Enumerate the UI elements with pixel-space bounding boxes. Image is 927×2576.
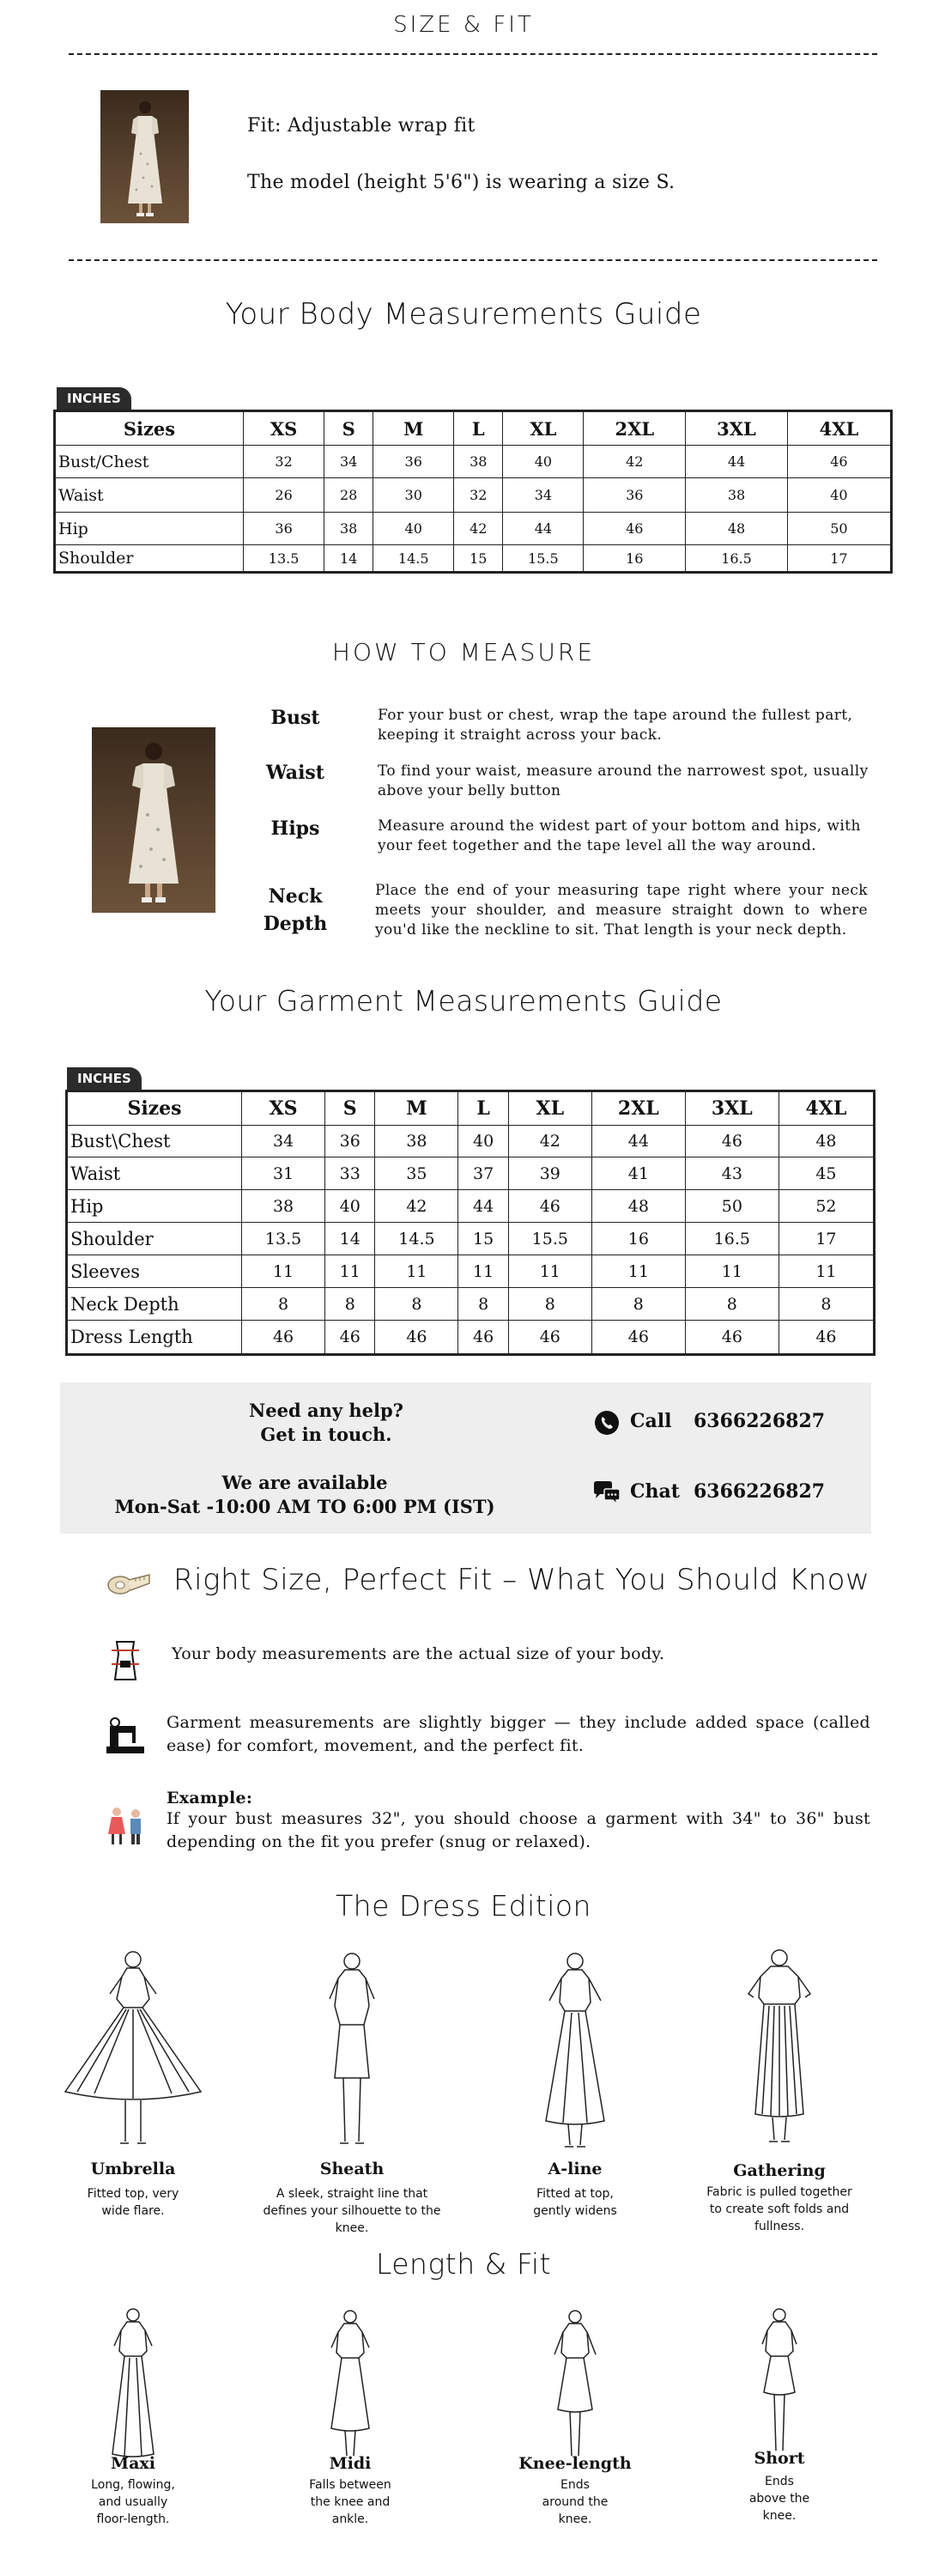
table-cell: 46	[779, 1321, 874, 1355]
table-cell: 11	[508, 1255, 591, 1288]
table-cell: 14	[325, 1223, 375, 1255]
table-row-label: Dress Length	[67, 1321, 242, 1355]
available-text: We are available	[221, 1472, 388, 1493]
table-cell: 36	[244, 513, 324, 545]
table-cell: 8	[375, 1288, 458, 1321]
measure-label-neck-depth: Neck Depth	[263, 885, 328, 935]
table-row	[55, 446, 892, 478]
table-cell: 34	[242, 1126, 325, 1157]
length-desc-knee-length: Ends around the knee.	[542, 2478, 609, 2526]
table-cell: 48	[686, 513, 788, 545]
table-cell: 11	[375, 1255, 458, 1288]
table-cell: 48	[591, 1190, 685, 1223]
table-cell: 15	[458, 1223, 508, 1255]
table-cell: 8	[458, 1288, 508, 1321]
table-cell: 46	[685, 1126, 779, 1157]
size-fit-title: SIZE & FIT	[393, 12, 534, 38]
table-cell: 41	[591, 1157, 685, 1190]
tip-body-measurements: Your body measurements are the actual size of your body.	[172, 1644, 665, 1663]
call-contact[interactable]	[594, 1408, 851, 1439]
table-cell: 36	[584, 478, 686, 513]
table-cell: 36	[325, 1126, 375, 1157]
model-photo-1	[100, 90, 189, 223]
length-name-short: Short	[754, 2449, 805, 2468]
table-header-cell: XS	[244, 411, 324, 446]
dress-style-desc-sheath: A sleek, straight line that defines your silhouette to the knee.	[263, 2187, 441, 2235]
table-cell: 13.5	[242, 1223, 325, 1255]
measure-text-hips: Measure around the widest part of your bottom and hips, with your feet together and the tape level all the way around.	[378, 817, 861, 854]
table-cell: 17	[779, 1223, 874, 1255]
length-desc-midi: Falls between the knee and ankle.	[309, 2478, 391, 2526]
dress-style-desc-gathering: Fabric is pulled together to create soft folds and fullness.	[706, 2185, 852, 2233]
length-desc-short: Ends above the knee.	[748, 2475, 810, 2523]
table-cell: 46	[375, 1321, 458, 1355]
short-dress-illustration	[736, 2306, 822, 2461]
table-cell: 16.5	[686, 545, 788, 573]
table-header-cell: 3XL	[685, 1091, 779, 1126]
table-header-cell: 2XL	[591, 1091, 685, 1126]
hours-text: Mon-Sat -10:00 AM TO 6:00 PM (IST)	[114, 1496, 495, 1517]
dress-style-desc-umbrella: Fitted top, very wide flare.	[87, 2187, 179, 2218]
chat-number[interactable]: 6366226827	[694, 1480, 826, 1503]
example-text: If your bust measures 32", you should choose a garment with 34" to 36" bust depending on the fit you prefer (snug or relaxed).	[167, 1809, 870, 1851]
dress-style-name-a-line: A-line	[548, 2160, 603, 2178]
table-header-cell: S	[325, 1091, 375, 1126]
table-cell: 50	[787, 513, 891, 545]
table-row	[67, 1126, 875, 1157]
sheath-dress-illustration	[300, 1949, 403, 2155]
table-cell: 16	[584, 545, 686, 573]
table-cell: 14.5	[373, 545, 454, 573]
table-cell: 8	[242, 1288, 325, 1321]
table-cell: 52	[779, 1190, 874, 1223]
table-cell: 34	[324, 446, 373, 478]
table-cell: 16	[591, 1223, 685, 1255]
table-cell: 15.5	[508, 1223, 591, 1255]
table-cell: 37	[458, 1157, 508, 1190]
table-cell: 39	[508, 1157, 591, 1190]
table-cell: 40	[373, 513, 454, 545]
gathering-dress-illustration	[728, 1946, 831, 2152]
maxi-dress-illustration	[90, 2306, 176, 2461]
table-cell: 14.5	[375, 1223, 458, 1255]
table-header-cell: L	[458, 1091, 508, 1126]
table-cell: 44	[458, 1190, 508, 1223]
table-cell: 11	[325, 1255, 375, 1288]
right-size-title: Right Size, Perfect Fit – What You Should Know	[173, 1563, 870, 1597]
length-fit-title: Length & Fit	[375, 2247, 552, 2281]
table-cell: 32	[454, 478, 503, 513]
tip-garment-measurements: Garment measurements are slightly bigger — they include added space (called ease) for comfort, movement, and the perfect fit.	[167, 1713, 870, 1755]
table-header-cell: 3XL	[686, 411, 788, 446]
table-cell: 45	[779, 1157, 874, 1190]
table-row	[55, 513, 892, 545]
table-cell: 46	[591, 1321, 685, 1355]
table-cell: 36	[373, 446, 454, 478]
table-row-label: Hip	[67, 1190, 242, 1223]
table-cell: 38	[324, 513, 373, 545]
body-measurements-table	[53, 410, 893, 574]
table-row-label: Waist	[67, 1157, 242, 1190]
knee-length-dress-illustration	[532, 2308, 618, 2463]
table-row-label: Sleeves	[67, 1255, 242, 1288]
table-cell: 38	[454, 446, 503, 478]
model-size-text: The model (height 5'6") is wearing a size S.	[247, 172, 676, 193]
dress-style-name-sheath: Sheath	[319, 2160, 385, 2178]
help-box	[60, 1382, 871, 1534]
measure-text-bust: For your bust or chest, wrap the tape around the fullest part, keeping it straight across your back.	[378, 707, 853, 744]
table-header-cell: Sizes	[55, 411, 244, 446]
table-cell: 34	[503, 478, 584, 513]
table-cell: 42	[454, 513, 503, 545]
model-photo-2	[92, 727, 215, 913]
table-header-cell: XS	[242, 1091, 325, 1126]
table-cell: 46	[458, 1321, 508, 1355]
table-row-label: Waist	[55, 478, 244, 513]
table-cell: 48	[779, 1126, 874, 1157]
a-line-dress-illustration	[524, 1949, 627, 2155]
table-row	[55, 478, 892, 513]
garment-unit-badge: INCHES	[67, 1067, 142, 1090]
table-cell: 11	[591, 1255, 685, 1288]
table-row-label: Bust/Chest	[55, 446, 244, 478]
table-cell: 15.5	[503, 545, 584, 573]
get-in-touch-text: Get in touch.	[260, 1424, 392, 1445]
fit-text: Fit: Adjustable wrap fit	[247, 115, 476, 137]
table-cell: 43	[685, 1157, 779, 1190]
table-cell: 26	[244, 478, 324, 513]
table-cell: 40	[458, 1126, 508, 1157]
dress-edition-title: The Dress Edition	[336, 1889, 591, 1923]
body-unit-badge: INCHES	[57, 387, 131, 410]
table-cell: 46	[508, 1190, 591, 1223]
table-row	[67, 1288, 875, 1321]
measuring-tape-icon	[103, 1559, 151, 1607]
table-header-cell: 2XL	[584, 411, 686, 446]
table-header-cell: Sizes	[67, 1091, 242, 1126]
table-cell: 15	[454, 545, 503, 573]
tailor-people-icon	[101, 1801, 149, 1850]
body-measure-icon	[101, 1637, 149, 1685]
table-cell: 8	[325, 1288, 375, 1321]
table-cell: 38	[242, 1190, 325, 1223]
table-cell: 38	[375, 1126, 458, 1157]
sewing-machine-icon	[101, 1712, 149, 1760]
table-cell: 40	[787, 478, 891, 513]
table-cell: 11	[242, 1255, 325, 1288]
table-cell: 11	[779, 1255, 874, 1288]
table-cell: 40	[503, 446, 584, 478]
body-guide-title: Your Body Measurements Guide	[225, 297, 702, 331]
example-label: Example:	[167, 1789, 253, 1807]
table-row	[67, 1321, 875, 1355]
table-header-cell: S	[324, 411, 373, 446]
table-cell: 46	[242, 1321, 325, 1355]
table-cell: 8	[508, 1288, 591, 1321]
table-cell: 46	[685, 1321, 779, 1355]
table-cell: 46	[325, 1321, 375, 1355]
table-cell: 13.5	[244, 545, 324, 573]
dress-style-desc-a-line: Fitted at top, gently widens	[533, 2187, 617, 2218]
garment-guide-title: Your Garment Measurements Guide	[204, 984, 723, 1018]
table-cell: 44	[686, 446, 788, 478]
dress-style-name-umbrella: Umbrella	[90, 2160, 176, 2178]
need-help-text: Need any help?	[249, 1400, 403, 1421]
length-name-maxi: Maxi	[111, 2454, 155, 2473]
table-cell: 32	[244, 446, 324, 478]
table-row-label: Shoulder	[55, 545, 244, 573]
table-row	[67, 1223, 875, 1255]
dress-style-name-gathering: Gathering	[733, 2161, 826, 2180]
chat-icon	[592, 1480, 621, 1506]
divider-bottom	[69, 259, 877, 261]
table-cell: 8	[685, 1288, 779, 1321]
table-cell: 44	[591, 1126, 685, 1157]
table-header-row	[55, 411, 892, 446]
measure-text-neck-depth: Place the end of your measuring tape right where your neck meets your shoulder, and measure straight down to where you'd like the neckline to sit. That length is your neck depth.	[375, 882, 868, 939]
measure-text-waist: To find your waist, measure around the narrowest spot, usually above your belly button	[378, 762, 869, 799]
chat-contact[interactable]	[592, 1479, 867, 1510]
call-number[interactable]: 6366226827	[694, 1410, 826, 1432]
table-cell: 50	[685, 1190, 779, 1223]
measure-label-bust: Bust	[270, 707, 320, 729]
table-cell: 11	[458, 1255, 508, 1288]
measure-label-waist: Waist	[266, 762, 324, 784]
table-cell: 42	[375, 1190, 458, 1223]
table-cell: 33	[325, 1157, 375, 1190]
table-cell: 42	[584, 446, 686, 478]
table-cell: 11	[685, 1255, 779, 1288]
table-cell: 31	[242, 1157, 325, 1190]
garment-measurements-table	[65, 1090, 876, 1356]
table-cell: 46	[787, 446, 891, 478]
length-desc-maxi: Long, flowing, and usually floor-length.	[91, 2478, 175, 2526]
table-cell: 35	[375, 1157, 458, 1190]
table-header-cell: XL	[508, 1091, 591, 1126]
divider-top	[69, 53, 877, 55]
table-row	[67, 1255, 875, 1288]
table-cell: 44	[503, 513, 584, 545]
table-row	[55, 545, 892, 573]
table-header-cell: 4XL	[779, 1091, 874, 1126]
table-row-label: Bust\Chest	[67, 1126, 242, 1157]
table-cell: 46	[508, 1321, 591, 1355]
table-row-label: Shoulder	[67, 1223, 242, 1255]
table-cell: 8	[779, 1288, 874, 1321]
table-cell: 28	[324, 478, 373, 513]
how-to-measure-title: HOW TO MEASURE	[331, 638, 596, 666]
table-row-label: Hip	[55, 513, 244, 545]
table-header-cell: M	[375, 1091, 458, 1126]
table-cell: 30	[373, 478, 454, 513]
length-name-knee-length: Knee-length	[518, 2454, 632, 2473]
table-cell: 14	[324, 545, 373, 573]
table-cell: 42	[508, 1126, 591, 1157]
measure-label-hips: Hips	[270, 817, 320, 840]
chat-label: Chat	[630, 1480, 680, 1503]
table-cell: 46	[584, 513, 686, 545]
table-header-row	[67, 1091, 875, 1126]
midi-dress-illustration	[307, 2308, 393, 2463]
table-cell: 38	[686, 478, 788, 513]
table-cell: 40	[325, 1190, 375, 1223]
table-header-cell: M	[373, 411, 454, 446]
table-cell: 8	[591, 1288, 685, 1321]
table-row	[67, 1190, 875, 1223]
table-cell: 17	[787, 545, 891, 573]
length-name-midi: Midi	[329, 2454, 372, 2473]
umbrella-dress-illustration	[60, 1947, 206, 2154]
table-cell: 16.5	[685, 1223, 779, 1255]
table-header-cell: 4XL	[787, 411, 891, 446]
table-row-label: Neck Depth	[67, 1288, 242, 1321]
call-label: Call	[630, 1410, 672, 1432]
table-header-cell: L	[454, 411, 503, 446]
table-row	[67, 1157, 875, 1190]
table-header-cell: XL	[503, 411, 584, 446]
phone-icon	[594, 1410, 620, 1436]
